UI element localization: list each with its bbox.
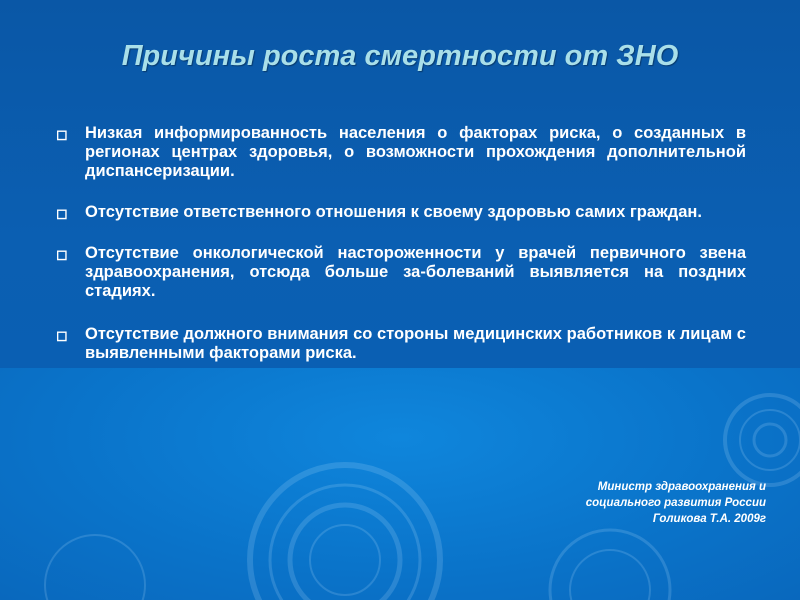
- bullet-item: [56, 325, 746, 363]
- bullet-square-icon: ◻: [56, 327, 68, 343]
- signature-line: Голикова Т.А. 2009г: [652, 513, 766, 525]
- bullet-item: [56, 244, 746, 301]
- bullet-item: [56, 203, 746, 222]
- bullet-item: [56, 124, 746, 181]
- bullet-text: Отсутствие должного внимания со стороны медицинских работников к лицам с выявленными факторами риска.: [85, 325, 746, 362]
- bullet-square-icon: ◻: [56, 205, 68, 221]
- bullet-text: Отсутствие онкологической настороженности у врачей первичного звена здравоохранения, отсюда больше за-болеваний выявляется на поздних стадиях.: [85, 244, 746, 300]
- bullet-list: [56, 124, 746, 385]
- signature-line: социального развития России: [585, 497, 766, 509]
- slide-title: Причины роста смертности от ЗНО: [121, 40, 679, 72]
- signature-line: Министр здравоохранения и: [597, 481, 766, 493]
- bullet-square-icon: ◻: [56, 126, 68, 142]
- bullet-text: Низкая информированность населения о факторах риска, о созданных в регионах центрах здоровья, о возможности прохождения дополнительной диспансеризации.: [85, 124, 746, 180]
- author-signature: [466, 479, 766, 527]
- bullet-square-icon: ◻: [56, 246, 68, 262]
- bullet-text: Отсутствие ответственного отношения к своему здоровью самих граждан.: [85, 203, 702, 221]
